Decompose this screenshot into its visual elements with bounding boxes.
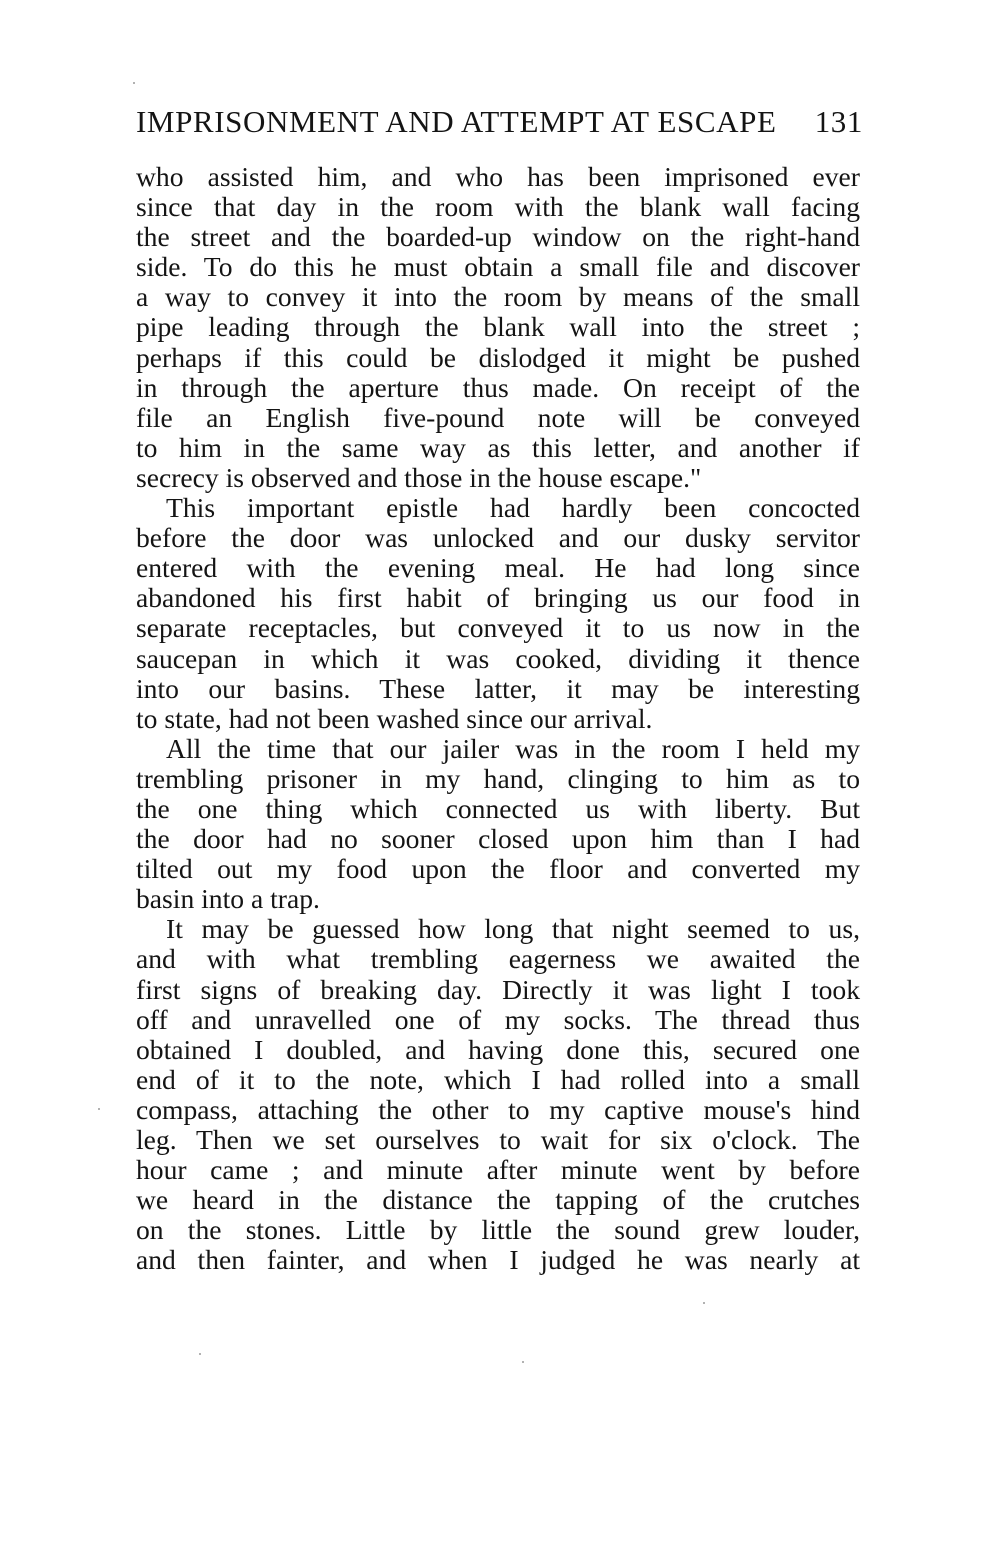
text-line: in through the aperture thus made. On receipt of the — [136, 371, 860, 403]
text-line: hour came ; and minute after minute went by before — [136, 1154, 860, 1186]
text-line: It may be guessed how long that night seemed to us, — [166, 913, 860, 945]
text-line: saucepan in which it was cooked, dividing it thence — [136, 642, 860, 674]
text-line: file an English five-pound note will be conveyed — [136, 401, 860, 433]
text-line: This important epistle had hardly been concocted — [166, 492, 860, 524]
text-line: end of it to the note, which I had rolled into a small — [136, 1063, 860, 1095]
page-number: 131 — [814, 104, 863, 139]
text-line: perhaps if this could be dislodged it might be pushed — [136, 341, 860, 373]
text-line: the street and the boarded-up window on the right-hand — [136, 221, 860, 253]
text-line: and then fainter, and when I judged he was nearly at — [136, 1244, 860, 1276]
text-line: to state, had not been washed since our arrival. — [136, 702, 653, 734]
scan-speck — [199, 1353, 201, 1355]
text-line: All the time that our jailer was in the room I held my — [166, 732, 860, 764]
text-line: off and unravelled one of my socks. The thread thus — [136, 1003, 860, 1035]
text-line: pipe leading through the blank wall into the street ; — [136, 311, 860, 343]
text-line: we heard in the distance the tapping of the crutches — [136, 1184, 860, 1216]
scan-speck — [133, 82, 135, 84]
text-line: tilted out my food upon the floor and converted my — [136, 853, 860, 885]
scan-speck — [98, 1108, 100, 1110]
text-line: on the stones. Little by little the sound grew louder, — [136, 1214, 860, 1246]
text-line: obtained I doubled, and having done this, secured one — [136, 1033, 860, 1065]
text-line: compass, attaching the other to my captive mouse's hind — [136, 1093, 860, 1125]
text-line: trembling prisoner in my hand, clinging to him as to — [136, 762, 860, 794]
text-line: and with what trembling eagerness we awaited the — [136, 943, 860, 975]
chapter-title: IMPRISONMENT AND ATTEMPT AT ESCAPE — [136, 104, 777, 139]
text-line: a way to convey it into the room by means of the small — [136, 281, 860, 313]
text-line: first signs of breaking day. Directly it was light I took — [136, 973, 860, 1005]
text-line: into our basins. These latter, it may be interesting — [136, 672, 860, 704]
text-line: the door had no sooner closed upon him than I had — [136, 823, 860, 855]
scan-speck — [522, 1361, 524, 1363]
text-line: to him in the same way as this letter, and another if — [136, 431, 860, 463]
text-line: leg. Then we set ourselves to wait for six o'clock. The — [136, 1124, 860, 1155]
text-line: side. To do this he must obtain a small file and discover — [136, 251, 860, 283]
running-head — [136, 104, 863, 144]
text-line: since that day in the room with the blank wall facing — [136, 191, 860, 223]
text-line: who assisted him, and who has been imprisoned ever — [136, 161, 860, 192]
text-line: basin into a trap. — [136, 883, 320, 915]
body-text — [136, 162, 860, 1275]
text-line: before the door was unlocked and our dusky servitor — [136, 522, 860, 554]
text-line: the one thing which connected us with liberty. But — [136, 792, 860, 824]
text-line: secrecy is observed and those in the house escape." — [136, 461, 702, 493]
text-line: entered with the evening meal. He had long since — [136, 552, 860, 584]
text-line: separate receptacles, but conveyed it to us now in the — [136, 612, 860, 644]
text-line: abandoned his first habit of bringing us our food in — [136, 582, 860, 614]
scan-speck — [703, 1302, 705, 1304]
